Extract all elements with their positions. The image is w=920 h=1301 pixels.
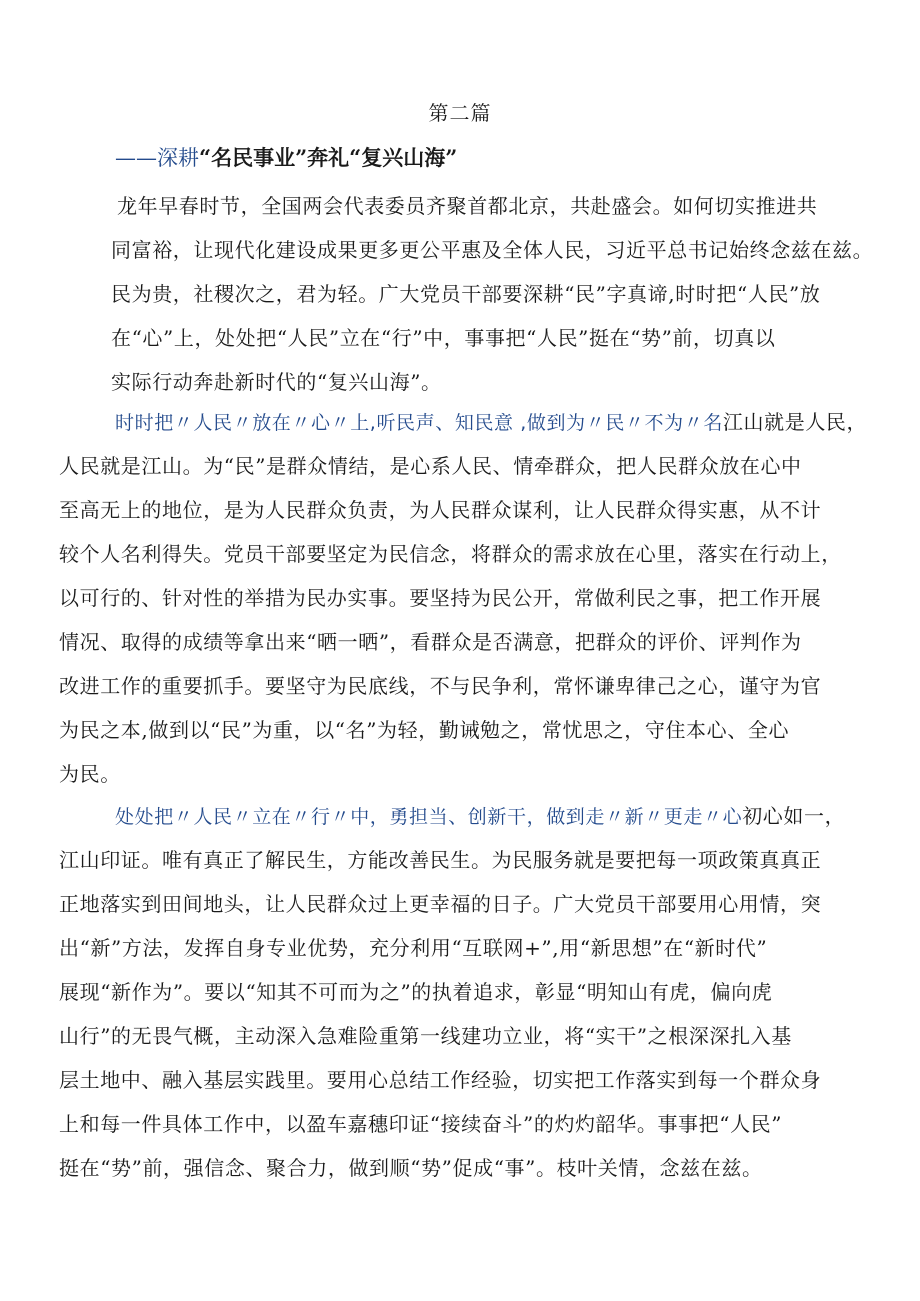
paragraph-section-2: [59, 794, 870, 1190]
paragraph-line: 正地落实到田间地头，让人民群众过上更幸福的日子。广大党员干部要用心用情，突: [59, 892, 822, 916]
paragraph-line: 层土地中、融入基层实践里。要用心总结工作经验，切实把工作落实到每一个群众身: [59, 1068, 822, 1092]
paragraph-line: 情况、取得的成绩等拿出来“晒一晒”，看群众是否满意，把群众的评价、评判作为: [59, 630, 802, 654]
paragraph-line: 民为贵，社稷次之，君为轻。广大党员干部要深耕“民”字真谛,时时把“人民”放: [111, 282, 821, 306]
subtitle-black-part: “名民事业”奔礼“复兴山海”: [199, 145, 458, 170]
paragraph-line: 挺在“势”前，强信念、聚合力，做到顺“势”促成“事”。枝叶关情，念兹在兹。: [59, 1156, 763, 1180]
paragraph-first-line: [115, 400, 870, 444]
document-title: 第二篇: [428, 101, 492, 125]
document-subtitle: [115, 142, 835, 174]
paragraph-intro: [111, 184, 874, 404]
paragraph-line: 较个人名利得失。党员干部要坚定为民信念，将群众的需求放在心里，落实在行动上，: [59, 542, 842, 566]
paragraph-line: 为民之本,做到以“民”为重，以“名”为轻，勤诫勉之，常忧思之，守住本心、全心: [59, 718, 790, 742]
paragraph-line: 同富裕，让现代化建设成果更多更公平惠及全体人民，习近平总书记始终念兹在兹。: [111, 238, 874, 262]
paragraph-line: 展现“新作为”。要以“知其不可而为之”的执着追求，彰显“明知山有虎，偏向虎: [59, 980, 773, 1004]
paragraph-line: 在“心”上，处处把“人民”立在“行”中，事事把“人民”挺在“势”前，切真以: [111, 326, 776, 350]
paragraph-line: 人民就是江山。为“民”是群众情结，是心系人民、情牵群众，把人民群众放在心中: [59, 454, 802, 478]
paragraph-line: 出“新”方法，发挥自身专业优势，充分利用“互联网+”,用“新思想”在“新时代”: [59, 936, 768, 960]
paragraph-first-line: [115, 794, 870, 838]
paragraph-line-rest: 初心如一，: [742, 804, 846, 828]
paragraph-line: 江山印证。唯有真正了解民生，方能改善民生。为民服务就是要把每一项政策真真正: [59, 848, 822, 872]
subtitle-blue-part: 深耕: [157, 146, 199, 170]
paragraph-line: 为民。: [59, 762, 121, 786]
paragraph-line: 至高无上的地位，是为人民群众负责，为人民群众谋利，让人民群众得实惠，从不计: [59, 498, 822, 522]
paragraph-line: 实际行动奔赴新时代的“复兴山海”。: [111, 370, 442, 394]
subtitle-dash: ——: [115, 146, 157, 170]
paragraph-line: 上和每一件具体工作中，以盈车嘉穗印证“接续奋斗”的灼灼韶华。事事把“人民”: [59, 1112, 783, 1136]
section-heading: 处处把〃人民〃立在〃行〃中，勇担当、创新干，做到走〃新〃更走〃心: [115, 806, 743, 828]
paragraph-line: 山行”的无畏气概，主动深入急难险重第一线建功立业，将“实干”之根深深扎入基: [59, 1024, 792, 1048]
paragraph-line: 改进工作的重要抓手。要坚守为民底线，不与民争利，常怀谦卑律己之心，谨守为官: [59, 674, 822, 698]
section-heading: 时时把〃人民〃放在〃心〃上,听民声、知民意 ,做到为〃民〃不为〃名: [115, 412, 723, 434]
paragraph-section-1: [59, 400, 870, 796]
paragraph-line: 以可行的、针对性的举措为民办实事。要坚持为民公开，常做利民之事，把工作开展: [59, 586, 822, 610]
paragraph-line: 龙年早春时节，全国两会代表委员齐聚首都北京，共赴盛会。如何切实推进共: [117, 194, 818, 218]
paragraph-line-rest: 江山就是人民，: [722, 410, 868, 434]
